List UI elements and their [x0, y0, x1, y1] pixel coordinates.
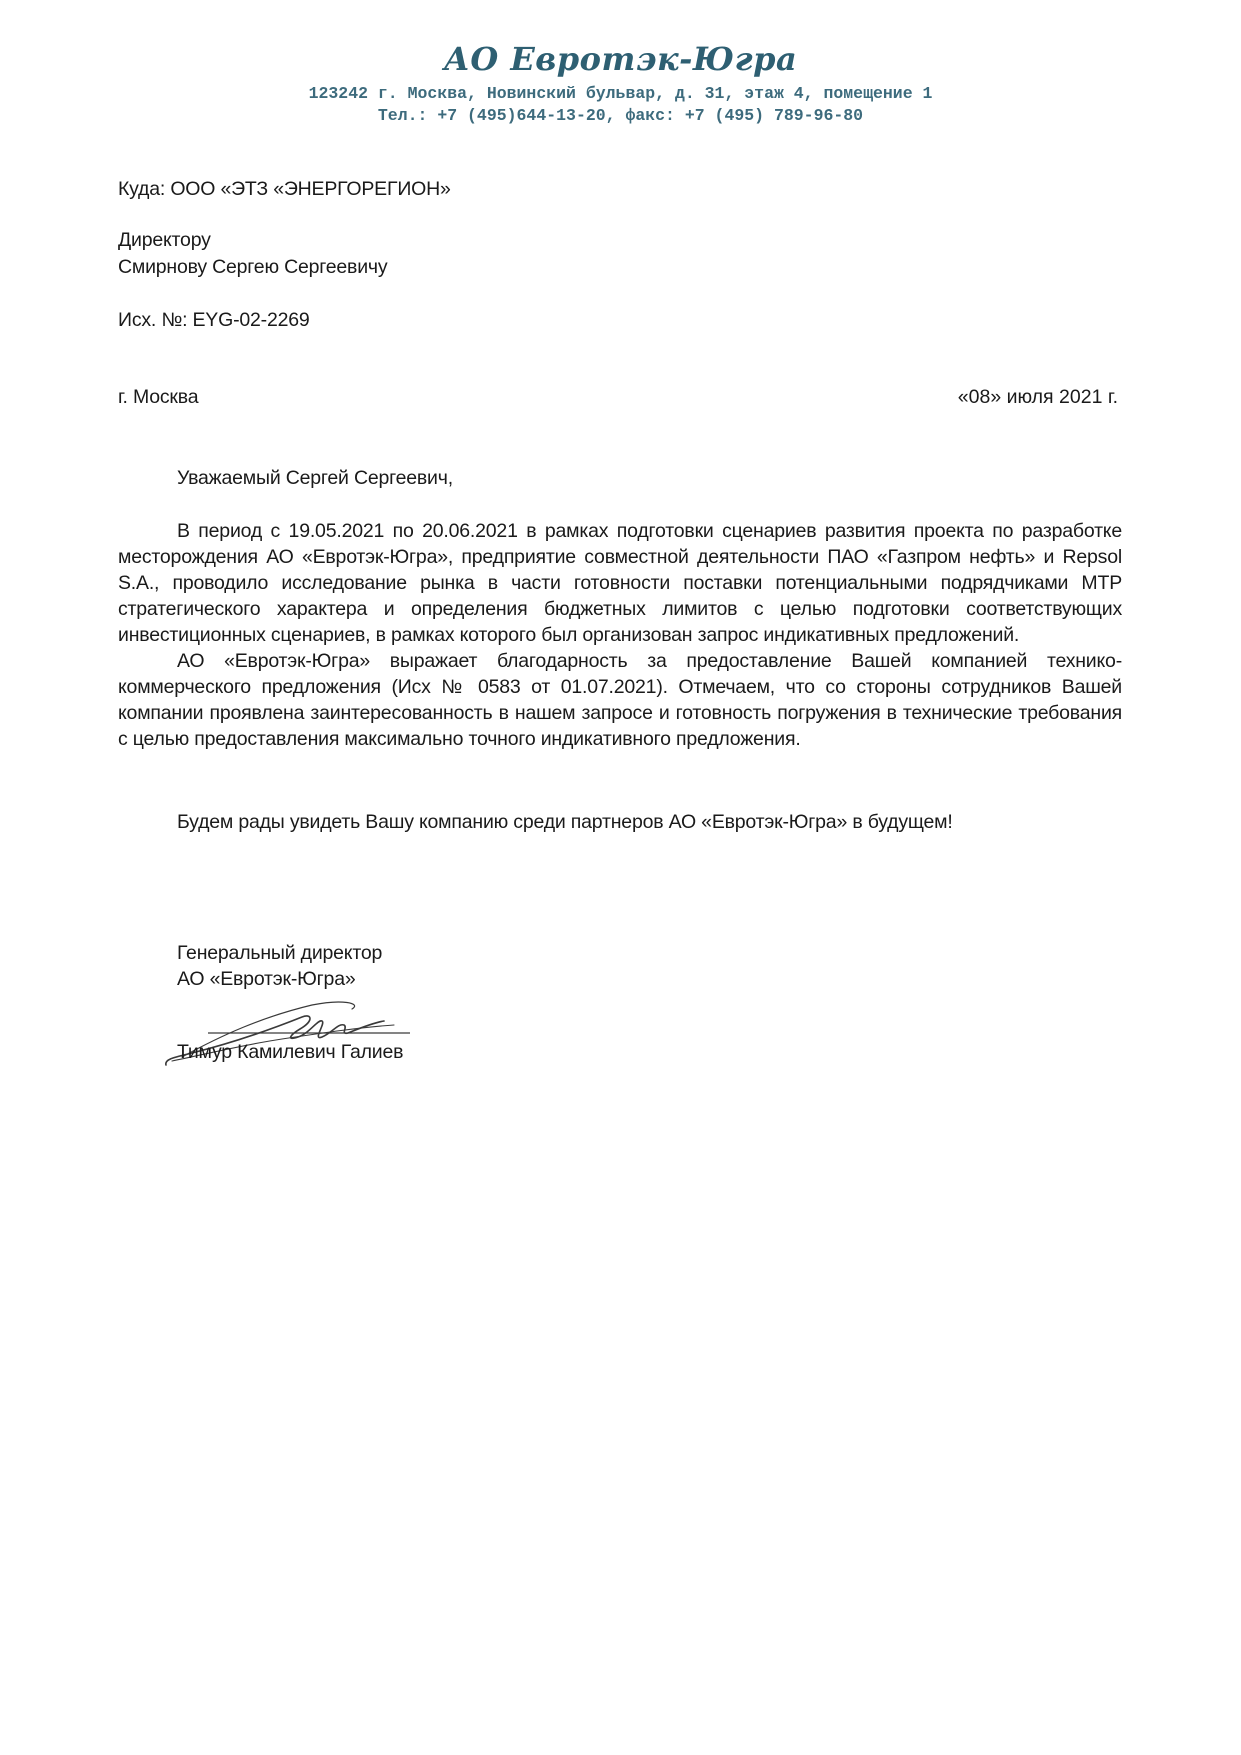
- body-paragraph-1: В период с 19.05.2021 по 20.06.2021 в рамках подготовки сценариев развития проекта по разработке месторождения АО «Евротэк-Югра», предприятие совместной деятельности ПАО «Газпром нефть» и Repsol S.A., проводило исследование рынка в части готовности поставки потенциальными подрядчиками МТР стратегического характера и определения бюджетных лимитов с целью подготовки соответствующих инвестиционных сценариев, в рамках которого был организован запрос индикативных предложений.: [118, 520, 1122, 646]
- reference-number: Исх. №: EYG-02-2269: [118, 309, 310, 331]
- letter-body: [118, 518, 1122, 752]
- closing-paragraph: Будем рады увидеть Вашу компанию среди партнеров АО «Евротэк-Югра» в будущем!: [177, 811, 953, 833]
- letter-date: «08» июля 2021 г.: [957, 386, 1118, 408]
- recipient-position: Директору: [118, 229, 211, 251]
- recipient-to: Куда: ООО «ЭТЗ «ЭНЕРГОРЕГИОН»: [118, 178, 451, 200]
- signatory-company: АО «Евротэк-Югра»: [177, 968, 356, 990]
- recipient-name: Смирнову Сергею Сергеевичу: [118, 256, 388, 278]
- body-paragraph-2: АО «Евротэк-Югра» выражает благодарность за предоставление Вашей компанией технико-коммерческого предложения (Исх № 0583 от 01.07.2021). Отмечаем, что со стороны сотрудников Вашей компании проявлена заинтересованность в нашем запросе и готовность погружения в технические требования с целью предоставления максимально точного индикативного предложения.: [118, 650, 1122, 750]
- city: г. Москва: [118, 386, 199, 408]
- signatory-name: Тимур Камилевич Галиев: [177, 1041, 404, 1063]
- company-address: 123242 г. Москва, Новинский бульвар, д. 31, этаж 4, помещение 1: [308, 84, 933, 103]
- company-phone-fax: Тел.: +7 (495)644-13-20, факс: +7 (495) 789-96-80: [377, 106, 864, 125]
- salutation: Уважаемый Сергей Сергеевич,: [177, 467, 453, 489]
- signatory-title: Генеральный директор: [177, 942, 383, 964]
- company-name: АО Евротэк-Югра: [443, 40, 798, 78]
